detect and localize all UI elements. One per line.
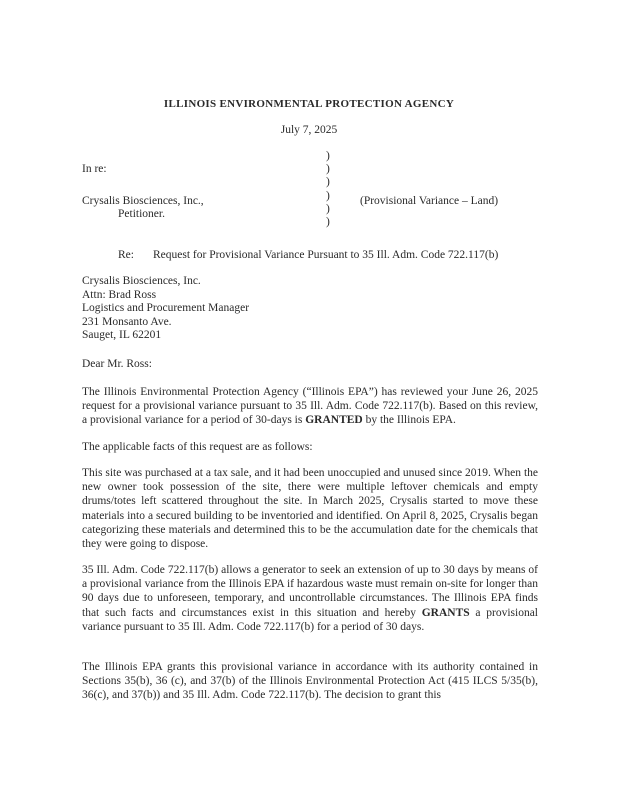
- paragraph-grant-basis: The Illinois EPA grants this provisional variance in accordance with its authority contained in Sections 35(b), 36 (c), and 37(b) of the Illinois Environmental Protection Act (415 ILCS 5/35(b), 36(c), and 37(b)) and 35 Ill. Adm. Code 722.117(b). The decision to grant this: [82, 661, 538, 702]
- agency-heading: ILLINOIS ENVIRONMENTAL PROTECTION AGENCY: [163, 98, 455, 110]
- paragraph-facts: This site was purchased at a tax sale, and it had been unoccupied and unused since 2019. When the new owner took possession of the site, there were multiple leftover chemicals and empty drums/totes left scattered throughout the site. In March 2025, Crysalis started to move these materials into a secured building to be inventoried and identified. On April 8, 2025, Crysalis began categorizing these materials and determined this to be the accumulation date for the chemicals that they were going to dispose.: [82, 467, 538, 551]
- recipient-address: [82, 275, 249, 343]
- paragraph-text: a provisional variance pursuant to 35 Ill. Adm. Code 722.117(b) for a period of 30 days.: [82, 606, 538, 633]
- paragraph-text: The Illinois Environmental Protection Agency (“Illinois EPA”) has reviewed your June 26, 2025 request for a provisional variance pursuant to 35 Ill. Adm. Code 722.117(b). Based on this review, a provisional variance for a period of 30-days is: [82, 386, 538, 427]
- caption-party: Crysalis Biosciences, Inc.,: [82, 195, 204, 207]
- address-line: Sauget, IL 62201: [82, 329, 162, 342]
- letter-date: July 7, 2025: [280, 124, 338, 136]
- granted-emphasis: GRANTED: [305, 414, 363, 427]
- paragraph-facts-intro: The applicable facts of this request are as follows:: [82, 441, 313, 453]
- grants-emphasis: GRANTS: [421, 606, 470, 619]
- address-line: Attn: Brad Ross: [82, 288, 157, 301]
- paragraph-text: by the Illinois EPA.: [362, 414, 456, 427]
- address-line: Logistics and Procurement Manager: [82, 302, 250, 315]
- paragraph-authority: [82, 563, 538, 634]
- address-line: Crysalis Biosciences, Inc.: [82, 275, 201, 287]
- paragraph-review: [82, 385, 538, 428]
- caption-role: Petitioner.: [118, 208, 165, 220]
- caption-matter: (Provisional Variance – Land): [360, 195, 499, 207]
- re-subject: Request for Provisional Variance Pursuant to 35 Ill. Adm. Code 722.117(b): [153, 249, 499, 261]
- salutation: Dear Mr. Ross:: [82, 358, 152, 370]
- caption-brackets: ) ) ) ) ) ): [326, 150, 330, 229]
- caption-in-re: In re:: [82, 163, 107, 175]
- paragraph-text: 35 Ill. Adm. Code 722.117(b) allows a generator to seek an extension of up to 30 days by means of a provisional variance from the Illinois EPA if hazardous waste must remain on-site for longer than 90 days due to unforeseen, temporary, and uncontrollable circumstances. The Illinois EPA finds that such facts and circumstances exist in this situation and hereby: [82, 564, 538, 619]
- re-label: Re:: [118, 249, 134, 261]
- address-line: 231 Monsanto Ave.: [82, 315, 172, 328]
